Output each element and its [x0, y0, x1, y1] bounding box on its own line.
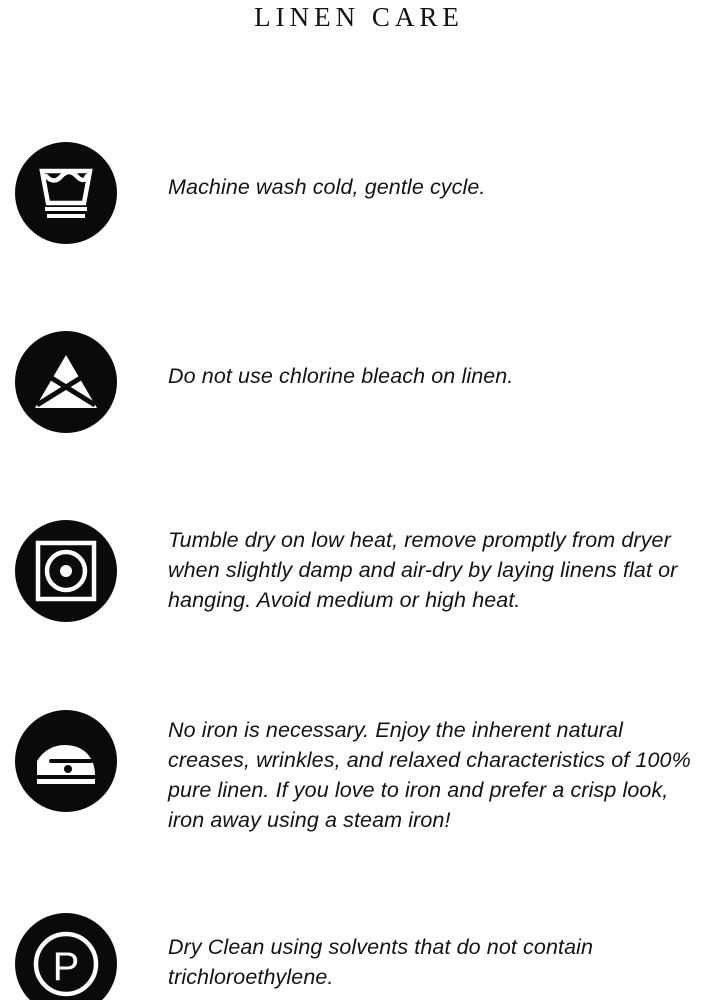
list-item	[0, 142, 718, 244]
dry-clean-p-icon	[15, 913, 117, 1000]
svg-text:P: P	[52, 945, 80, 989]
care-instruction-text: Machine wash cold, gentle cycle.	[168, 175, 486, 199]
care-instruction-text: No iron is necessary. Enjoy the inherent natural creases, wrinkles, and relaxed characteristics of 100% pure linen. If you love to iron and prefer a crisp look, iron away using a steam iron!	[168, 718, 691, 832]
tumble-dry-low-icon	[15, 520, 117, 622]
list-item	[0, 913, 718, 1000]
iron-icon	[15, 710, 117, 812]
list-item	[0, 331, 718, 433]
care-instruction-text: Tumble dry on low heat, remove promptly from dryer when slightly damp and air-dry by laying linens flat or hanging. Avoid medium or high heat.	[168, 528, 678, 612]
care-instruction-text: Dry Clean using solvents that do not contain trichloroethylene.	[168, 935, 594, 989]
list-item	[0, 520, 718, 622]
do-not-bleach-triangle-icon	[15, 331, 117, 433]
page-title: LINEN CARE	[254, 2, 464, 32]
wash-tub-icon	[15, 142, 117, 244]
list-item	[0, 710, 718, 835]
care-instruction-text: Do not use chlorine bleach on linen.	[168, 364, 514, 388]
